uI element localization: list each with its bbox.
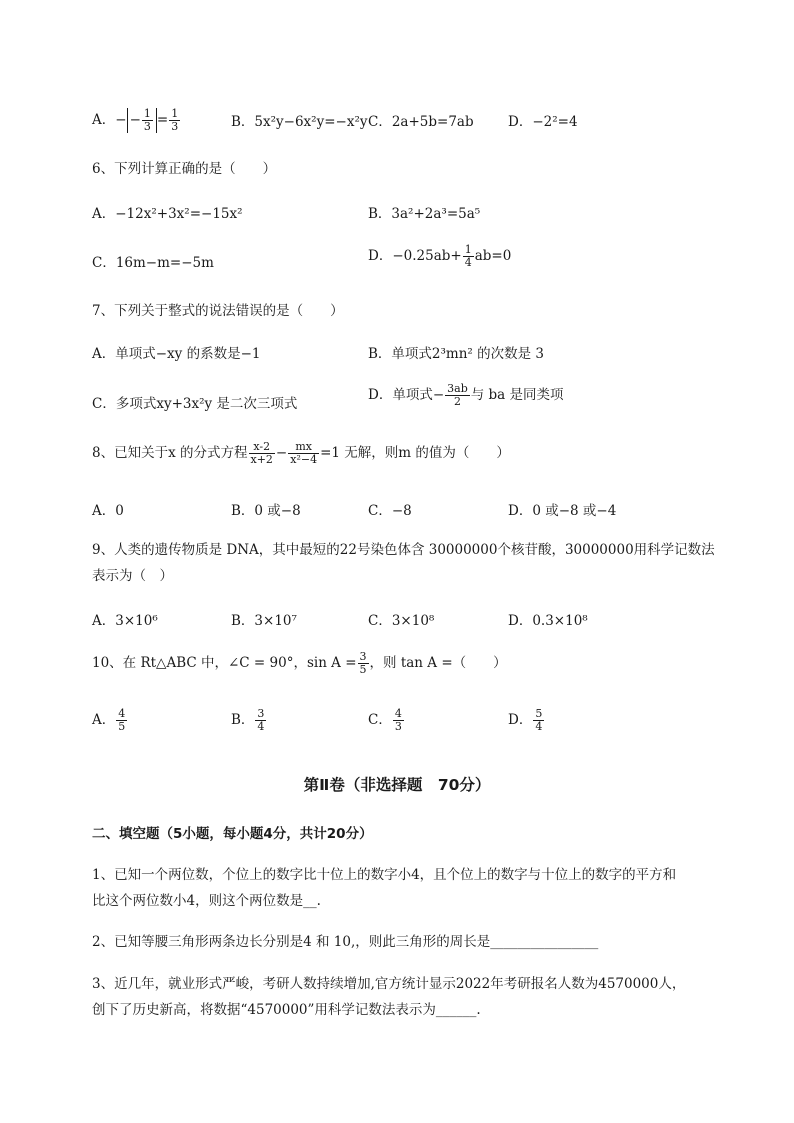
- q5-options: [0, 106, 794, 136]
- q7-stem: 7、下列关于整式的说法错误的是（ ）: [92, 303, 344, 319]
- q6-stem: 6、下列计算正确的是（ ）: [92, 161, 277, 177]
- section2-heading: 二、填空题（5小题，每小题4分，共计20分）: [92, 826, 373, 842]
- q8-option-a: A．0: [92, 503, 124, 519]
- part2-title: 第Ⅱ卷（非选择题 70分）: [303, 776, 491, 794]
- fill-question-2: 2、已知等腰三角形两条边长分别是4 和 10,，则此三角形的周长是________________: [92, 934, 599, 950]
- q8-option-b: B．0 或−8: [231, 503, 301, 519]
- q9-option-d: D．0.3×10⁸: [508, 613, 588, 629]
- q8-option-c: C．−8: [368, 503, 412, 519]
- q5-option-b: B．5x²y−6x²y=−x²y: [231, 114, 368, 130]
- q10-options: [0, 708, 794, 738]
- fill-question-1: 1、已知一个两位数，个位上的数字比十位上的数字小4，且个位上的数字与十位上的数字的平方和 比这个两位数小4，则这个两位数是__.: [92, 867, 677, 909]
- q10-stem: 10、在 Rt△ABC 中，∠C = 90°，sin A = $\frac{3}{5}$ ，则 tan A =（ ）: [92, 650, 507, 676]
- q6-option-d: D．−0.25ab+ $\frac{1}{4}$ ab=0: [368, 243, 512, 269]
- q10-option-c: C． $\frac{4}{3}$: [368, 707, 402, 733]
- q9-options: [0, 609, 794, 639]
- q5-option-d: D．−2²=4: [508, 114, 578, 130]
- q7-option-b: B．单项式2³mn² 的次数是 3: [368, 346, 545, 362]
- q7-option-a: A．单项式−xy 的系数是−1: [92, 346, 261, 362]
- q6-option-b: B．3a²+2a³=5a⁵: [368, 206, 481, 222]
- q8-stem: 8、已知关于x 的分式方程 $\frac{x-2}{x+2}$ − $\frac{mx}{\text{x²−4}}$ =1 无解，则m 的值为（ ）: [92, 440, 510, 466]
- q7-options-cd: [0, 383, 794, 413]
- q9-option-a: A．3×10⁶: [92, 613, 158, 629]
- q10-option-a: A． $\frac{4}{5}$: [92, 707, 126, 733]
- q10-option-b: B． $\frac{3}{4}$: [231, 707, 265, 733]
- q6-option-a: A．−12x²+3x²=−15x²: [92, 206, 243, 222]
- q6-options-ab: [0, 202, 794, 232]
- q8-options: [0, 499, 794, 529]
- q7-option-d: D．单项式− $\frac{3ab}{2}$ 与 ba 是同类项: [368, 382, 564, 408]
- q10-option-d: D． $\frac{5}{4}$: [508, 707, 543, 733]
- q5-option-c: C．2a+5b=7ab: [368, 114, 474, 130]
- q9-stem: 9、人类的遗传物质是 DNA，其中最短的22号染色体含 30000000个核苷酸，30000000用科学记数法 表示为（ ）: [92, 542, 715, 584]
- q5-option-a: A．− − $\frac{1}{3}$ = $\frac{1}{3}$: [92, 107, 179, 133]
- q9-option-b: B．3×10⁷: [231, 613, 297, 629]
- q6-options-cd: [0, 244, 794, 274]
- q7-option-c: C．多项式xy+3x²y 是二次三项式: [92, 396, 298, 412]
- fill-question-3: 3、近几年，就业形式严峻，考研人数持续增加,官方统计显示2022年考研报名人数为4570000人， 创下了历史新高，将数据“4570000”用科学记数法表示为______.: [92, 976, 686, 1018]
- q6-option-c: C．16m−m=−5m: [92, 255, 214, 271]
- q9-option-c: C．3×10⁸: [368, 613, 435, 629]
- q8-option-d: D．0 或−8 或−4: [508, 503, 617, 519]
- q7-options-ab: [0, 342, 794, 372]
